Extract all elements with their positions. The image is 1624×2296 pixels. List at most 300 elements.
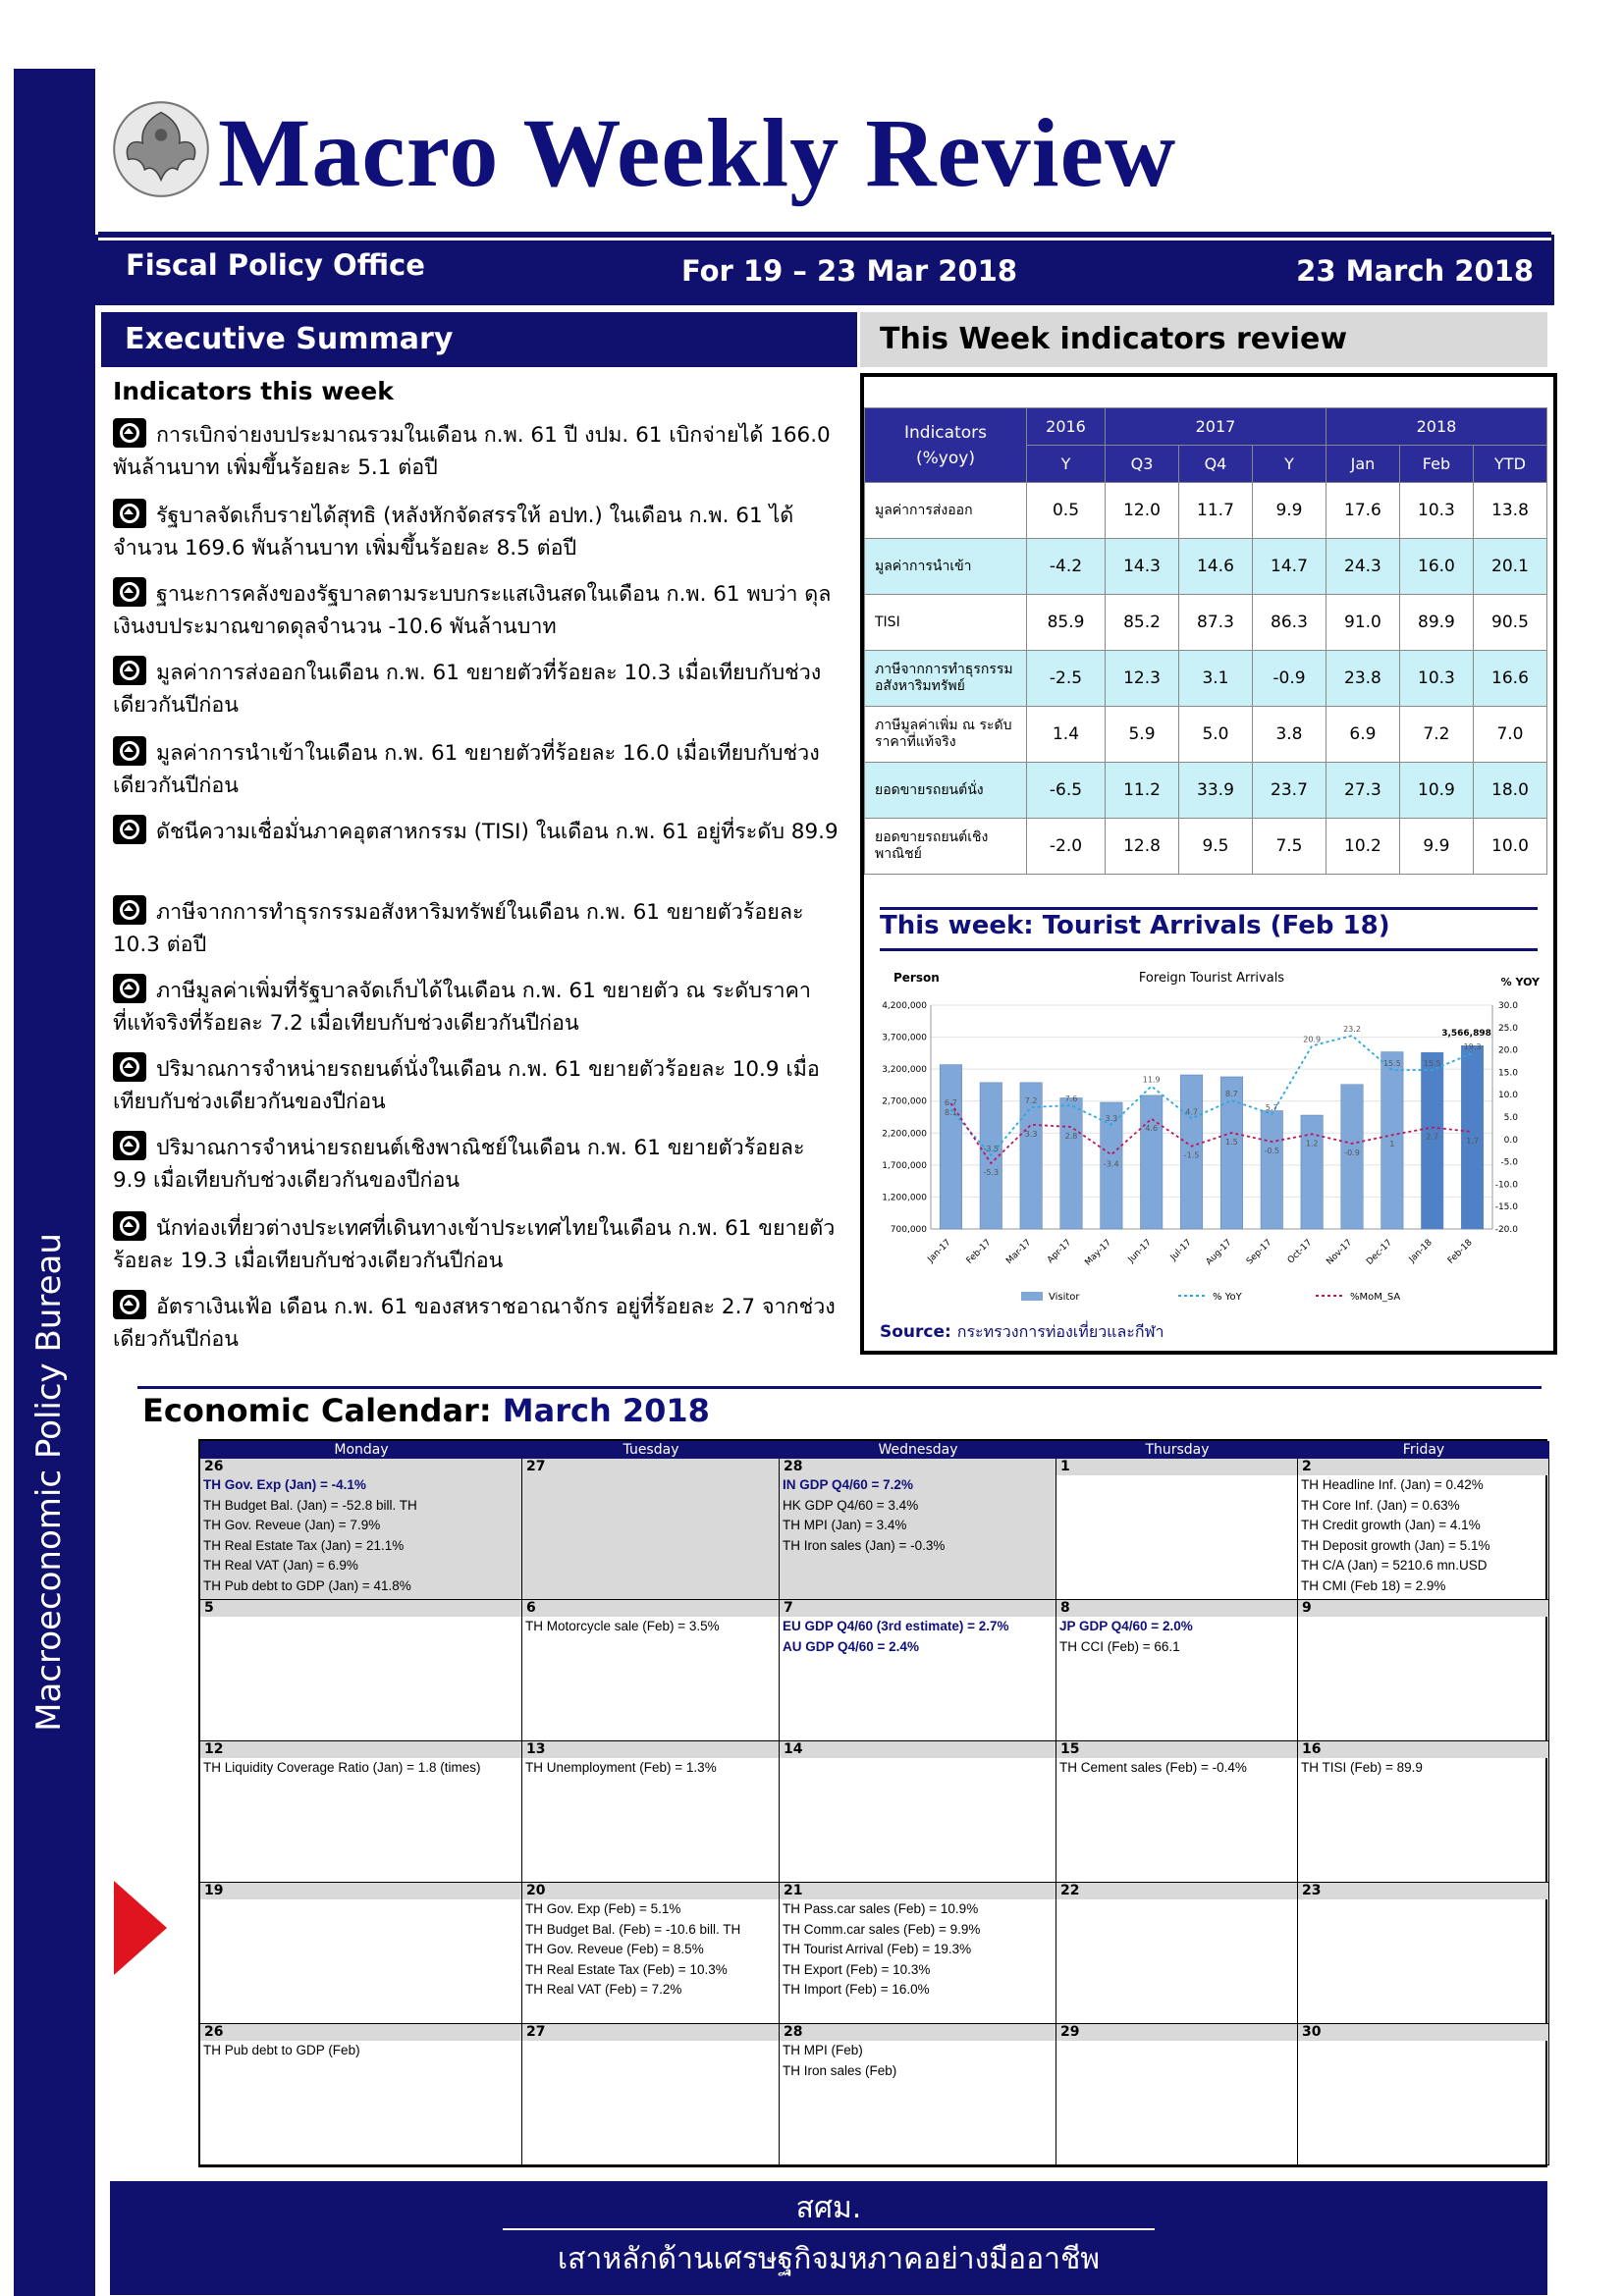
row-label: มูลค่าการนำเข้า xyxy=(865,539,1027,595)
calendar-day xyxy=(1056,1883,1298,2024)
day-number: 20 xyxy=(522,1883,779,1899)
data-label: 1.7 xyxy=(1466,1137,1479,1147)
bullet-arrow-icon xyxy=(113,499,146,528)
data-label: 3.3 xyxy=(1024,1129,1038,1139)
year-2018: 2018 xyxy=(1326,408,1546,446)
calendar-event: TH Import (Feb) = 16.0% xyxy=(783,1982,930,1997)
day-number: 28 xyxy=(784,1459,803,1474)
table-cell: 10.2 xyxy=(1326,819,1399,875)
day-number: 7 xyxy=(780,1600,1056,1617)
day-number: 9 xyxy=(1298,1600,1548,1617)
visitor-bar xyxy=(1261,1110,1282,1229)
table-cell: 9.5 xyxy=(1178,819,1252,875)
current-week-arrow-icon xyxy=(114,1881,167,1975)
table-cell: 10.3 xyxy=(1399,483,1473,539)
y-tick: 1,700,000 xyxy=(882,1160,927,1171)
y-tick: 1,200,000 xyxy=(882,1193,927,1203)
calendar-day xyxy=(1056,1459,1298,1600)
office-name: Fiscal Policy Office xyxy=(126,248,425,282)
table-cell: 3.1 xyxy=(1178,651,1252,707)
bullet-arrow-icon xyxy=(113,1131,146,1160)
calendar-day xyxy=(200,2024,522,2165)
table-cell: 20.1 xyxy=(1473,539,1546,595)
calendar-event: JP GDP Q4/60 = 2.0% xyxy=(1059,1619,1193,1633)
x-tick: Jan-18 xyxy=(1407,1238,1435,1265)
x-tick: Mar-17 xyxy=(1004,1238,1034,1267)
x-tick: Feb-17 xyxy=(964,1238,994,1266)
summary-bullet xyxy=(113,418,839,484)
table-cell: 16.0 xyxy=(1399,539,1473,595)
row-label: ยอดขายรถยนต์เชิงพาณิชย์ xyxy=(865,819,1027,875)
data-label: 15.5 xyxy=(1382,1059,1401,1069)
bullet-text: ปริมาณการจำหน่ายรถยนต์นั่งในเดือน ก.พ. 61 ขยายตัวร้อยละ 10.9 เมื่อเทียบกับช่วงเดียวกันของปีก่อน xyxy=(113,1057,820,1114)
calendar-event: TH Unemployment (Feb) = 1.3% xyxy=(525,1760,717,1775)
bullet-arrow-icon xyxy=(113,656,146,685)
x-tick: Feb-18 xyxy=(1445,1238,1475,1266)
indicators-review-heading: This Week indicators review xyxy=(860,312,1547,367)
issue-date: 23 March 2018 xyxy=(1296,254,1534,288)
visitor-bar xyxy=(1301,1115,1323,1229)
bullet-text: มูลค่าการนำเข้าในเดือน ก.พ. 61 ขยายตัวที่ร้อยละ 16.0 เมื่อเทียบกับช่วงเดียวกันปีก่อน xyxy=(113,741,820,798)
y-tick: 700,000 xyxy=(890,1225,927,1235)
table-cell: 14.7 xyxy=(1252,539,1326,595)
calendar-event: TH CCI (Feb) = 66.1 xyxy=(1059,1638,1180,1654)
calendar-event: TH Real VAT (Jan) = 6.9% xyxy=(203,1558,358,1573)
summary-bullet xyxy=(113,1131,839,1197)
table-row xyxy=(865,539,1547,595)
calendar-event: TH Pass.car sales (Feb) = 10.9% xyxy=(783,1901,979,1916)
data-label: -5.3 xyxy=(983,1167,1000,1177)
source-line: Source: กระทรวงการท่องเที่ยวและกีฬา xyxy=(880,1322,1164,1342)
calendar-event: TH Gov. Reveue (Jan) = 7.9% xyxy=(203,1518,381,1532)
y-axis-label: Person xyxy=(893,971,940,985)
calendar-event: TH Gov. Reveue (Feb) = 8.5% xyxy=(525,1942,704,1956)
legend-visitor: Visitor xyxy=(1049,1292,1080,1303)
table-cell: 91.0 xyxy=(1326,595,1399,651)
calendar-title: Economic Calendar: March 2018 xyxy=(142,1392,710,1429)
calendar-event: TH Real Estate Tax (Jan) = 21.1% xyxy=(203,1537,405,1553)
calendar-event: TH Real VAT (Feb) = 7.2% xyxy=(525,1982,682,1997)
visitor-bar xyxy=(940,1065,961,1229)
day-number: 26 xyxy=(204,1459,224,1474)
table-cell: 27.3 xyxy=(1326,763,1399,819)
calendar-event: TH Gov. Exp (Feb) = 5.1% xyxy=(525,1901,681,1916)
table-row xyxy=(865,763,1547,819)
indicators-subtitle: Indicators this week xyxy=(113,377,394,405)
data-label: 20.9 xyxy=(1303,1035,1322,1044)
table-cell: 89.9 xyxy=(1399,595,1473,651)
table-cell: 10.0 xyxy=(1473,819,1546,875)
table-cell: 24.3 xyxy=(1326,539,1399,595)
summary-bullet xyxy=(113,1211,839,1277)
calendar-event: TH CMI (Feb 18) = 2.9% xyxy=(1301,1577,1446,1593)
table-cell: -2.5 xyxy=(1027,651,1106,707)
bullet-text: อัตราเงินเฟ้อ เดือน ก.พ. 61 ของสหราชอาณาจักร อยู่ที่ร้อยละ 2.7 จากช่วงเดียวกันปีก่อน xyxy=(113,1295,836,1352)
calendar-event: TH Liquidity Coverage Ratio (Jan) = 1.8 (times) xyxy=(203,1760,481,1775)
day-number: 2 xyxy=(1298,1459,1548,1475)
tourism-rule-bottom xyxy=(880,948,1538,951)
table-row xyxy=(865,651,1547,707)
calendar-event: TH Core Inf. (Jan) = 0.63% xyxy=(1301,1497,1460,1513)
table-cell: 0.5 xyxy=(1027,483,1106,539)
bullet-arrow-icon xyxy=(113,577,146,607)
data-label: 1.5 xyxy=(1225,1137,1238,1147)
y-tick: 3,200,000 xyxy=(882,1065,927,1076)
summary-bullet xyxy=(113,1052,839,1118)
visitor-bar xyxy=(1060,1097,1082,1229)
day-number: 15 xyxy=(1056,1741,1297,1758)
row-label: ภาษีมูลค่าเพิ่ม ณ ระดับราคาที่แท้จริง xyxy=(865,707,1027,763)
data-label: 6.7 xyxy=(945,1098,957,1108)
day-header: Monday xyxy=(200,1441,522,1459)
day-number: 23 xyxy=(1298,1883,1548,1899)
calendar-day xyxy=(200,1741,522,1883)
table-row xyxy=(865,819,1547,875)
x-tick: Dec-17 xyxy=(1365,1238,1394,1267)
calendar-day xyxy=(780,2024,1056,2165)
calendar-day xyxy=(200,1459,522,1600)
table-row xyxy=(865,595,1547,651)
x-tick: Jan-17 xyxy=(926,1238,953,1265)
x-tick: Nov-17 xyxy=(1325,1238,1355,1267)
calendar-event: TH Real Estate Tax (Feb) = 10.3% xyxy=(525,1961,728,1977)
table-cell: 9.9 xyxy=(1252,483,1326,539)
calendar-day xyxy=(1298,1459,1549,1600)
data-label: 2.8 xyxy=(1064,1132,1078,1142)
data-label: -3.4 xyxy=(1104,1159,1119,1169)
y2-tick: -10.0 xyxy=(1494,1180,1518,1191)
bullet-arrow-icon xyxy=(113,895,146,925)
bullet-text: การเบิกจ่ายงบประมาณรวมในเดือน ก.พ. 61 ปี งปม. 61 เบิกจ่ายได้ 166.0 พันล้านบาท เพิ่มขึ้นร้อยละ 5.1 ต่อปี xyxy=(113,423,831,480)
bullet-text: ภาษีมูลค่าเพิ่มที่รัฐบาลจัดเก็บได้ในเดือน ก.พ. 61 ขยายตัว ณ ระดับราคาที่แท้จริงที่ร้อยละ 7.2 เมื่อเทียบกับช่วงเดียวกันปีก่อน xyxy=(113,979,811,1036)
masthead-title: Macro Weekly Review xyxy=(218,98,1177,207)
data-label: 11.9 xyxy=(1142,1075,1161,1085)
day-number: 21 xyxy=(780,1883,1056,1899)
calendar-event: TH MPI (Feb) xyxy=(783,2043,863,2057)
summary-bullet xyxy=(113,974,839,1040)
bullet-text: ดัชนีความเชื่อมั่นภาคอุตสาหกรรม (TISI) ในเดือน ก.พ. 61 อยู่ที่ระดับ 89.9 xyxy=(156,820,839,844)
summary-bullet xyxy=(113,656,839,721)
calendar-event: TH TISI (Feb) = 89.9 xyxy=(1301,1760,1423,1775)
table-cell: 85.9 xyxy=(1027,595,1106,651)
x-tick: Apr-17 xyxy=(1046,1238,1074,1266)
tourist-arrivals-chart xyxy=(874,960,1551,1323)
table-cell: 3.8 xyxy=(1252,707,1326,763)
bullet-text: ภาษีจากการทำธุรกรรมอสังหาริมทรัพย์ในเดือน ก.พ. 61 ขยายตัวร้อยละ 10.3 ต่อปี xyxy=(113,900,804,957)
table-cell: 7.2 xyxy=(1399,707,1473,763)
summary-bullet xyxy=(113,815,839,848)
y2-tick: 10.0 xyxy=(1497,1091,1518,1101)
bullet-text: ปริมาณการจำหน่ายรถยนต์เชิงพาณิชย์ในเดือน ก.พ. 61 ขยายตัวร้อยละ 9.9 เมื่อเทียบกับช่วงเดียวกันของปีก่อน xyxy=(113,1136,805,1193)
table-cell: 12.0 xyxy=(1106,483,1179,539)
x-tick: May-17 xyxy=(1083,1238,1113,1268)
calendar-day xyxy=(522,1600,780,1741)
tourism-heading: This week: Tourist Arrivals (Feb 18) xyxy=(880,911,1390,940)
table-cell: 14.3 xyxy=(1106,539,1179,595)
calendar-day xyxy=(1298,1883,1549,2024)
y2-tick: 5.0 xyxy=(1503,1113,1518,1123)
bullet-text: นักท่องเที่ยวต่างประเทศที่เดินทางเข้าประเทศไทยในเดือน ก.พ. 61 ขยายตัวร้อยละ 19.3 เมื่อเทียบกับช่วงเดียวกันปีก่อน xyxy=(113,1216,836,1273)
table-cell: 11.7 xyxy=(1178,483,1252,539)
calendar-event: TH C/A (Jan) = 5210.6 mn.USD xyxy=(1301,1558,1488,1573)
calendar-event: HK GDP Q4/60 = 3.4% xyxy=(783,1497,919,1513)
x-tick: Jun-17 xyxy=(1126,1238,1154,1265)
summary-bullet xyxy=(113,895,839,961)
calendar-day xyxy=(1056,1600,1298,1741)
calendar-event: TH Budget Bal. (Jan) = -52.8 bill. TH xyxy=(203,1497,417,1513)
legend-mom: %MoM_SA xyxy=(1350,1292,1401,1303)
day-number: 8 xyxy=(1056,1600,1297,1617)
calendar-event: IN GDP Q4/60 = 7.2% xyxy=(783,1477,913,1492)
table-cell: 33.9 xyxy=(1178,763,1252,819)
visitor-bar xyxy=(1140,1095,1162,1229)
legend-swatch-visitor xyxy=(1021,1292,1043,1301)
x-tick: Sep-17 xyxy=(1244,1238,1274,1267)
chart-title: Foreign Tourist Arrivals xyxy=(1138,971,1285,986)
calendar-day xyxy=(200,1600,522,1741)
column-header: Y xyxy=(1027,446,1106,483)
column-header: Feb xyxy=(1399,446,1473,483)
table-cell: 87.3 xyxy=(1178,595,1252,651)
data-label: 4.6 xyxy=(1145,1123,1159,1133)
y2-tick: -20.0 xyxy=(1494,1225,1518,1235)
bullet-arrow-icon xyxy=(113,418,146,448)
summary-bullet xyxy=(113,577,839,643)
data-label: 1.2 xyxy=(1305,1139,1319,1148)
table-cell: 7.5 xyxy=(1252,819,1326,875)
table-cell: 85.2 xyxy=(1106,595,1179,651)
top-rule xyxy=(98,232,1551,235)
year-2017: 2017 xyxy=(1106,408,1326,446)
day-number: 1 xyxy=(1056,1459,1297,1475)
summary-bullet xyxy=(113,1290,839,1356)
day-number: 27 xyxy=(522,2024,779,2041)
calendar-day xyxy=(522,1459,780,1600)
calendar-day xyxy=(522,1883,780,2024)
day-header: Thursday xyxy=(1056,1441,1298,1459)
bullet-text: มูลค่าการส่งออกในเดือน ก.พ. 61 ขยายตัวที่ร้อยละ 10.3 เมื่อเทียบกับช่วงเดียวกันปีก่อน xyxy=(113,661,822,718)
bullet-text: ฐานะการคลังของรัฐบาลตามระบบกระแสเงินสดในเดือน ก.พ. 61 พบว่า ดุลเงินงบประมาณขาดดุลจำนวน -10.6 พันล้านบาท xyxy=(113,582,832,639)
calendar-event: AU GDP Q4/60 = 2.4% xyxy=(783,1638,919,1654)
column-header: YTD xyxy=(1473,446,1546,483)
calendar-event: TH Pub debt to GDP (Jan) = 41.8% xyxy=(203,1577,411,1593)
column-header: Y xyxy=(1252,446,1326,483)
column-header: Q4 xyxy=(1178,446,1252,483)
x-tick: Jul-17 xyxy=(1168,1238,1194,1263)
calendar-day xyxy=(780,1600,1056,1741)
calendar-event: TH Iron sales (Jan) = -0.3% xyxy=(783,1537,946,1553)
row-label: ยอดขายรถยนต์นั่ง xyxy=(865,763,1027,819)
table-cell: 17.6 xyxy=(1326,483,1399,539)
day-number: 29 xyxy=(1056,2024,1297,2041)
header-bar xyxy=(98,238,1551,302)
calendar-day xyxy=(1056,2024,1298,2165)
calendar-event: TH Pub debt to GDP (Feb) xyxy=(203,2043,360,2057)
data-label: 19.3 xyxy=(1463,1041,1482,1051)
y2-tick: 30.0 xyxy=(1497,1001,1518,1011)
calendar-day xyxy=(200,1883,522,2024)
calendar-day xyxy=(1298,1600,1549,1741)
table-cell: 10.3 xyxy=(1399,651,1473,707)
data-label: -0.5 xyxy=(1264,1147,1280,1156)
calendar-event: TH Gov. Exp (Jan) = -4.1% xyxy=(203,1477,366,1492)
row-label: TISI xyxy=(865,595,1027,651)
calendar-day xyxy=(1298,1741,1549,1883)
day-number: 27 xyxy=(526,1459,546,1474)
day-number: 13 xyxy=(522,1741,779,1758)
bullet-arrow-icon xyxy=(113,1290,146,1319)
summary-bullet xyxy=(113,499,839,564)
day-header: Friday xyxy=(1298,1441,1549,1459)
y2-tick: 15.0 xyxy=(1497,1068,1518,1079)
calendar-day xyxy=(1056,1741,1298,1883)
data-label: 3.3 xyxy=(1105,1113,1118,1123)
row-label: ภาษีจากการทำธุรกรรมอสังหาริมทรัพย์ xyxy=(865,651,1027,707)
calendar-event: TH MPI (Jan) = 3.4% xyxy=(783,1518,907,1532)
table-cell: 6.9 xyxy=(1326,707,1399,763)
last-bar-label: 3,566,898 xyxy=(1441,1029,1491,1040)
day-number: 19 xyxy=(200,1883,521,1899)
bullet-arrow-icon xyxy=(113,1052,146,1082)
y-tick: 2,700,000 xyxy=(882,1096,927,1107)
indicators-table xyxy=(864,407,1547,875)
calendar-event: TH Export (Feb) = 10.3% xyxy=(783,1961,931,1977)
calendar-day xyxy=(780,1883,1056,2024)
data-label: 15.5 xyxy=(1423,1059,1441,1069)
legend-yoy: % YoY xyxy=(1213,1292,1242,1303)
calendar-event: TH Budget Bal. (Feb) = -10.6 bill. TH xyxy=(525,1921,741,1937)
table-cell: 7.0 xyxy=(1473,707,1546,763)
table-cell: 10.9 xyxy=(1399,763,1473,819)
table-cell: 23.8 xyxy=(1326,651,1399,707)
calendar-event: TH Comm.car sales (Feb) = 9.9% xyxy=(783,1921,981,1937)
bullet-arrow-icon xyxy=(113,736,146,766)
y-tick: 2,200,000 xyxy=(882,1129,927,1140)
data-label: 4.7 xyxy=(1185,1107,1198,1117)
calendar-event: TH Motorcycle sale (Feb) = 3.5% xyxy=(525,1619,720,1633)
table-cell: 90.5 xyxy=(1473,595,1546,651)
table-row xyxy=(865,707,1547,763)
table-cell: 23.7 xyxy=(1252,763,1326,819)
calendar-day xyxy=(780,1459,1056,1600)
day-number: 5 xyxy=(200,1600,521,1617)
calendar-event: TH Headline Inf. (Jan) = 0.42% xyxy=(1301,1477,1484,1492)
table-cell: 5.0 xyxy=(1178,707,1252,763)
tourism-rule-top xyxy=(880,907,1538,910)
y-tick: 3,700,000 xyxy=(882,1033,927,1043)
data-label: -3.5 xyxy=(983,1144,1000,1153)
day-header: Wednesday xyxy=(780,1441,1056,1459)
day-number: 22 xyxy=(1056,1883,1297,1899)
footer-motto: เสาหลักด้านเศรษฐกิจมหภาคอย่างมืออาชีพ xyxy=(557,2242,1101,2276)
economic-calendar xyxy=(198,1439,1547,2167)
calendar-event: TH Deposit growth (Jan) = 5.1% xyxy=(1301,1537,1490,1553)
table-cell: -0.9 xyxy=(1252,651,1326,707)
day-number: 6 xyxy=(522,1600,779,1617)
year-2016: 2016 xyxy=(1027,408,1106,446)
y2-tick: 0.0 xyxy=(1503,1135,1518,1146)
column-header: Q3 xyxy=(1106,446,1179,483)
calendar-event: TH Iron sales (Feb) xyxy=(783,2062,897,2078)
footer-org: สศม. xyxy=(795,2191,862,2225)
table-cell: 12.3 xyxy=(1106,651,1179,707)
table-cell: 11.2 xyxy=(1106,763,1179,819)
day-number: 30 xyxy=(1298,2024,1548,2041)
data-label: 1 xyxy=(1389,1140,1395,1149)
calendar-day xyxy=(780,1741,1056,1883)
table-cell: -6.5 xyxy=(1027,763,1106,819)
table-cell: 86.3 xyxy=(1252,595,1326,651)
calendar-rule xyxy=(137,1386,1542,1389)
table-cell: 9.9 xyxy=(1399,819,1473,875)
bullet-arrow-icon xyxy=(113,1211,146,1241)
calendar-day xyxy=(522,2024,780,2165)
table-cell: 16.6 xyxy=(1473,651,1546,707)
footer-banner xyxy=(110,2181,1547,2295)
data-label: 7.2 xyxy=(1024,1095,1038,1105)
data-label: -0.9 xyxy=(1344,1148,1360,1157)
table-cell: 13.8 xyxy=(1473,483,1546,539)
visitor-bar xyxy=(1220,1077,1242,1229)
garuda-logo-icon xyxy=(110,98,212,200)
data-label: 2.7 xyxy=(1426,1132,1439,1142)
table-row xyxy=(865,483,1547,539)
data-label: 7.6 xyxy=(1064,1095,1078,1104)
executive-summary-heading: Executive Summary xyxy=(101,312,857,367)
calendar-event: TH Cement sales (Feb) = -0.4% xyxy=(1059,1760,1247,1775)
x-tick: Oct-17 xyxy=(1285,1238,1315,1266)
y2-axis-label: % YOY xyxy=(1500,976,1540,988)
table-cell: 14.6 xyxy=(1178,539,1252,595)
table-cell: -2.0 xyxy=(1027,819,1106,875)
table-cell: 1.4 xyxy=(1027,707,1106,763)
y2-tick: -15.0 xyxy=(1494,1202,1518,1213)
y2-tick: 20.0 xyxy=(1497,1045,1518,1056)
column-header: Jan xyxy=(1326,446,1399,483)
data-label: 5.7 xyxy=(1265,1102,1278,1112)
period: For 19 – 23 Mar 2018 xyxy=(681,254,1017,288)
table-cell: 5.9 xyxy=(1106,707,1179,763)
calendar-event: TH Credit growth (Jan) = 4.1% xyxy=(1301,1518,1481,1532)
summary-bullet xyxy=(113,736,839,802)
day-number: 28 xyxy=(780,2024,1056,2041)
data-label: -1.5 xyxy=(1183,1150,1200,1160)
table-header-indicators: Indicators (%yoy) xyxy=(865,408,1027,483)
y2-tick: 25.0 xyxy=(1497,1023,1518,1034)
day-number: 12 xyxy=(200,1741,521,1758)
y-tick: 4,200,000 xyxy=(882,1001,927,1011)
table-cell: 18.0 xyxy=(1473,763,1546,819)
calendar-day xyxy=(1298,2024,1549,2165)
chart-bg xyxy=(874,960,1551,1323)
bullet-arrow-icon xyxy=(113,815,146,844)
row-label: มูลค่าการส่งออก xyxy=(865,483,1027,539)
day-number: 14 xyxy=(780,1741,1056,1758)
day-number: 16 xyxy=(1298,1741,1548,1758)
bullet-arrow-icon xyxy=(113,974,146,1003)
bullet-text: รัฐบาลจัดเก็บรายได้สุทธิ (หลังหักจัดสรรให้ อปท.) ในเดือน ก.พ. 61 ได้จำนวน 169.6 พันล้านบาท เพิ่มขึ้นร้อยละ 8.5 ต่อปี xyxy=(113,504,794,561)
calendar-event: EU GDP Q4/60 (3rd estimate) = 2.7% xyxy=(783,1619,1009,1633)
x-tick: Aug-17 xyxy=(1204,1238,1234,1267)
table-cell: -4.2 xyxy=(1027,539,1106,595)
data-label: 23.2 xyxy=(1343,1025,1361,1035)
data-label: 8.7 xyxy=(1225,1090,1238,1099)
calendar-event: TH Tourist Arrival (Feb) = 19.3% xyxy=(783,1942,972,1956)
footer-divider xyxy=(503,2228,1155,2230)
day-number: 26 xyxy=(200,2024,521,2041)
table-cell: 12.8 xyxy=(1106,819,1179,875)
y2-tick: -5.0 xyxy=(1500,1157,1518,1168)
